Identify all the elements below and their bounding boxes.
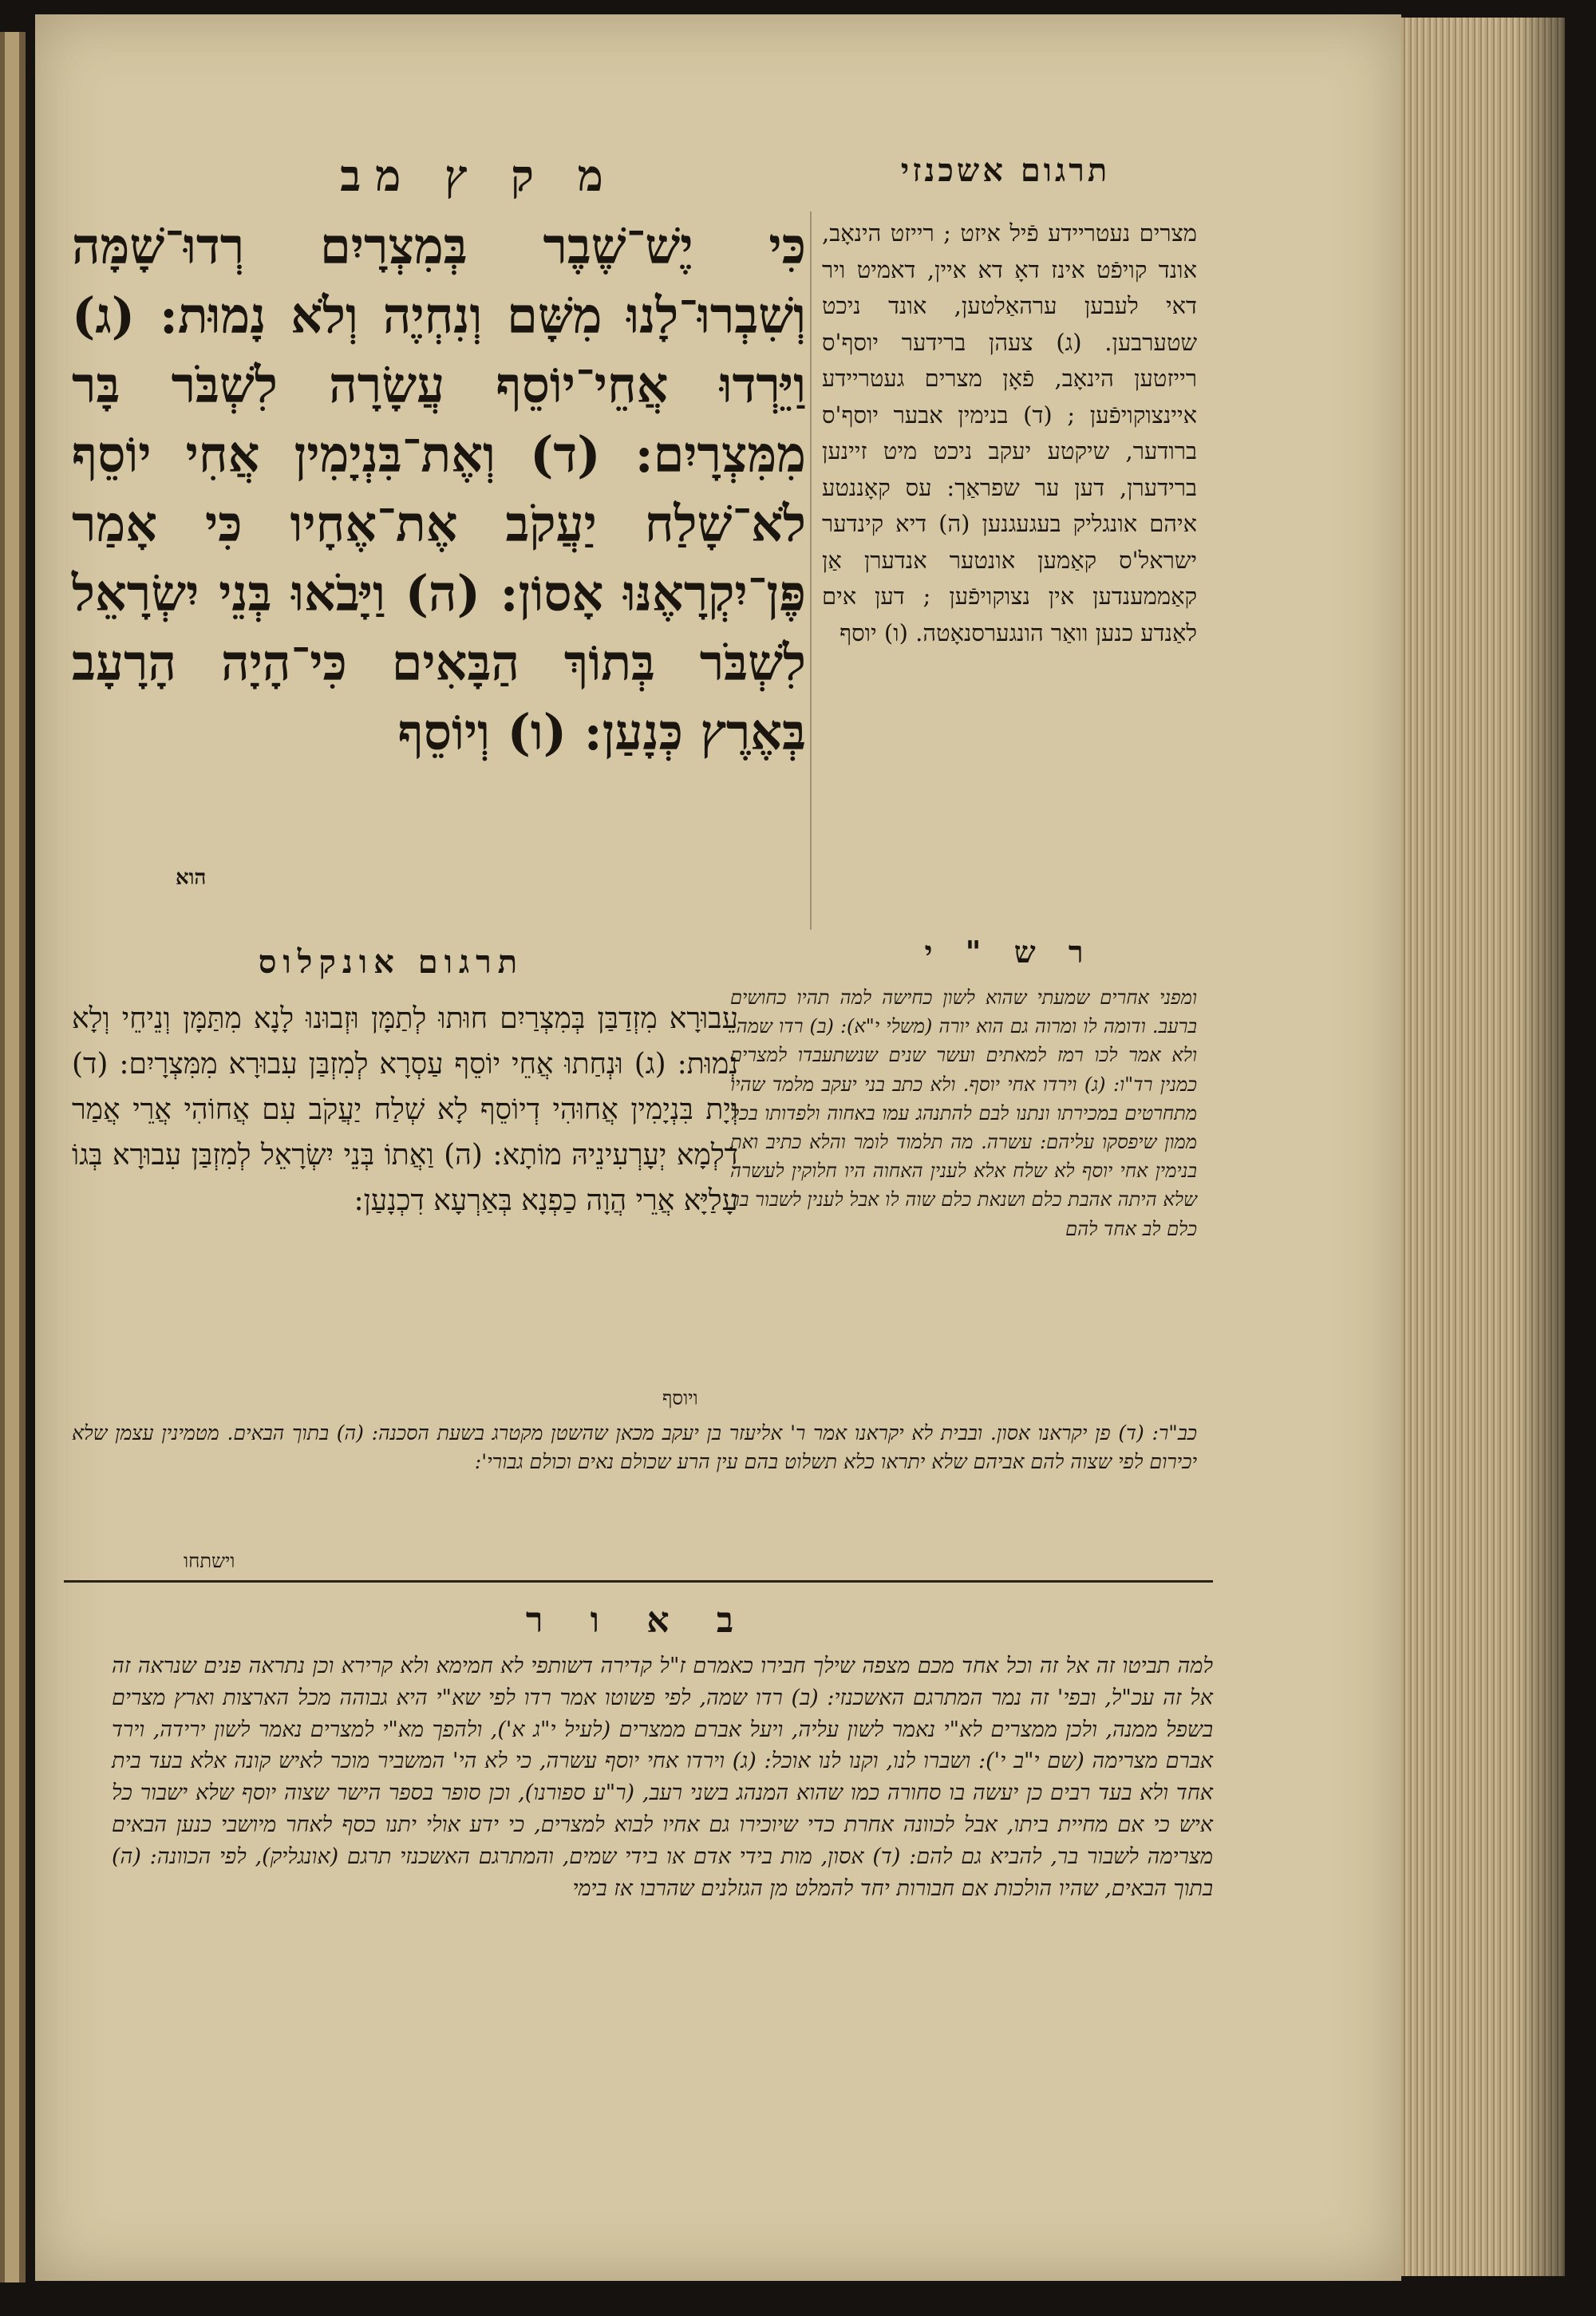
yiddish-translation-text: מצרים נעטריידע פֿיל איזט ; רייזט הינאָב, אונד קויפֿט אינז דאָ דא איין, דאמיט ויר דאי לעבען ערהאַלטען, אונד ניכט שטערבען. (ג) צעהן ברידער יוסף'ס רייזטען הינאָב, פֿאָן מצרים געטריידע איינצוקויפֿען ; (ד) בנימין אבער יוסף'ס ברודער, שיקטע יעקב ניכט מיט זיינען ברידערן, דען ער שפראַך: עס קאָננטע איהם אונגליק בעגעגנען (ה) דיא קינדער ישראל'ס קאַמען אונטער אנדערן אַן קאַממענדען אין נצוקויפֿען ; דען אים לאַנדע כנען וואַר הונגערסנאָטה. (ו) יוסף <box>822 219 1197 646</box>
onkelos-title: תרגום אונקלוס <box>258 943 524 981</box>
running-header-portion: מ ק ץ מב <box>340 150 618 201</box>
yiddish-translation-title: תרגום אשכנזי <box>900 152 1111 189</box>
rashi-commentary-column: ומפני אחרים שמעתי שהוא לשון כחישה למה תהיו כחושים ברעב. ודומה לו ומרוה גם הוא יורה (משלי י"א): (ב) רדו שמה. ולא אמר לכו רמז למאתים ועשר שנים שנשתעבדו למצרים כמנין רד"ו: (ג) וירדו אחי יוסף. ולא כתב בני יעקב מלמד שהיו מתחרטים במכירתו ונתנו לבם להתנהג עמו באחוה ולפדותו בכל ממון שיפסקו עליהם: עשרה. מה תלמוד לומר והלא כתיב ואת בנימין אחי יוסף לא שלח אלא לענין האחוה היו חלוקין לעשרה שלא היתה אהבת כלם ושנאת כלם שוה לו אבל לענין לשבור בר כלם לב אחד להם <box>730 986 1197 1240</box>
rashi-commentary-continuation: כב"ר: (ד) פן יקראנו אסון. ובבית לא יקראנו אמר ר' אליעזר בן יעקב מכאן שהשטן מקטרג בשעת הסכנה: (ה) בתוך הבאים. מטמינין עצמן שלא יכירום לפי שצוה להם אביהם שלא יתראו כלא תשלוט בהם עין הרע שכולם נאים וכולם גבורי': <box>72 1421 1197 1473</box>
book-fore-edge <box>1401 18 1565 2276</box>
onkelos-catchword: ויוסף <box>662 1387 698 1409</box>
main-catchword: הוא <box>176 866 207 890</box>
onkelos-text: עִבוּרָא מִזְדַבַּן בְּמִצְרַיִם חוּתוּ לְתַמָּן וּזְבוּנוּ לָנָא מִתַּמָּן וְנֵיחֵי וְלָא נְמוּת: (ג) וּנְחַתוּ אֲחֵי יוֹסֵף עַסְרָא לְמִזְבַּן עִבוּרָא מִמִּצְרָיִם: (ד) וְיָת בִּנְיָמִין אֲחוּהִי דְיוֹסֵף לָא שְׁלַח יַעֲקֹב עִם אֲחוֹהִי אֲרֵי אֲמַר דִלְמָא יְעָרְעִינֵיהּ מוֹתָא: (ה) וַאֲתוֹ בְּנֵי יִשְׂרָאֵל לְמִזְבַּן עִבוּרָא בְּגוֹ עָלַיָּא אֲרֵי הֲוָה כַפְנָא בְּאַרְעָא דִכְנָעַן: <box>72 1002 738 1217</box>
biur-commentary-text: למה תביטו זה אל זה וכל אחד מכם מצפה שילך חבירו כאמרם ז"ל קדירה דשותפי לא חמימא ולא קרירא וכן נתראה פנים שנראה זה אל זה עכ"ל, ובפי' זה נמר המתרגם האשכנזי: (ב) רדו שמה, לפי פשוטו אמר רדו לפי שא"י היא גבוהה מכל הארצות וארץ מצרים בשפל ממנה, ולכן ממצרים לא"י נאמר לשון עליה, ויעל אברם ממצרים (לעיל י"ג א'), ולהפך מא"י למצרים נאמר לשון ירידה, וירד אברם מצרימה (שם י"ב י'): ושברו לנו, וקנו לנו אוכל: (ג) וירדו אחי יוסף עשרה, כי לא הי' המשביר מוכר לאיש קונה אלא בעד בית אחד ולא בעד רבים כן יעשה בו סחורה כמו שהוא המנהג בשני רעב, (ר"ע ספורנו), וכן סופר בספר הישר שצוה יוסף שלא ישבור כל איש כי אם מחיית ביתו, אבל לכוונה אחרת כדי שיוכירו גם אחיו לבוא למצרים, כי ידע אולי יתנו כסף לאחר מיושבי כנען הבאים מצרימה לשבור בר, להביא גם להם: (ד) אסון, מות בידי אדם או בידי שמים, והמתרגם האשכנזי תרגם (אונגליק), לפי הכוונה: (ה) בתוך הבאים, שהיו הולכות אם חבורות יחד להמלט מן הגזלנים שהרבו אז בימי <box>112 1654 1213 1901</box>
previous-page-edge <box>0 32 26 2282</box>
rashi-catchword: וישתחו <box>184 1550 235 1572</box>
column-divider <box>810 211 812 930</box>
section-divider-rule <box>64 1580 1213 1583</box>
biur-title: ב א ו ר <box>525 1600 752 1641</box>
torah-main-text: כִּי יֶשׁ־שֶׁבֶר בְּמִצְרָיִם רְדוּ־שָׁמָּה וְשִׁבְרוּ־לָנוּ מִשָּׁם וְנִחְיֶה וְלֹא נָמוּת: (ג) וַיֵּרְדוּ אֲחֵי־יוֹסֵף עֲשָׂרָה לִשְׁבֹּר בָּר מִמִּצְרָיִם: (ד) וְאֶת־בִּנְיָמִין אֲחִי יוֹסֵף לֹא־שָׁלַח יַעֲקֹב אֶת־אֶחָיו כִּי אָמַר פֶּן־יִקְרָאֶנּוּ אָסוֹן: (ה) וַיָּבֹאוּ בְּנֵי יִשְׂרָאֵל לִשְׁבֹּר בְּתוֹךְ הַבָּאִים כִּי־הָיָה הָרָעָב בְּאֶרֶץ כְּנָעַן: (ו) וְיוֹסֵף <box>72 217 806 761</box>
rashi-title: ר ש " י <box>924 934 1095 970</box>
